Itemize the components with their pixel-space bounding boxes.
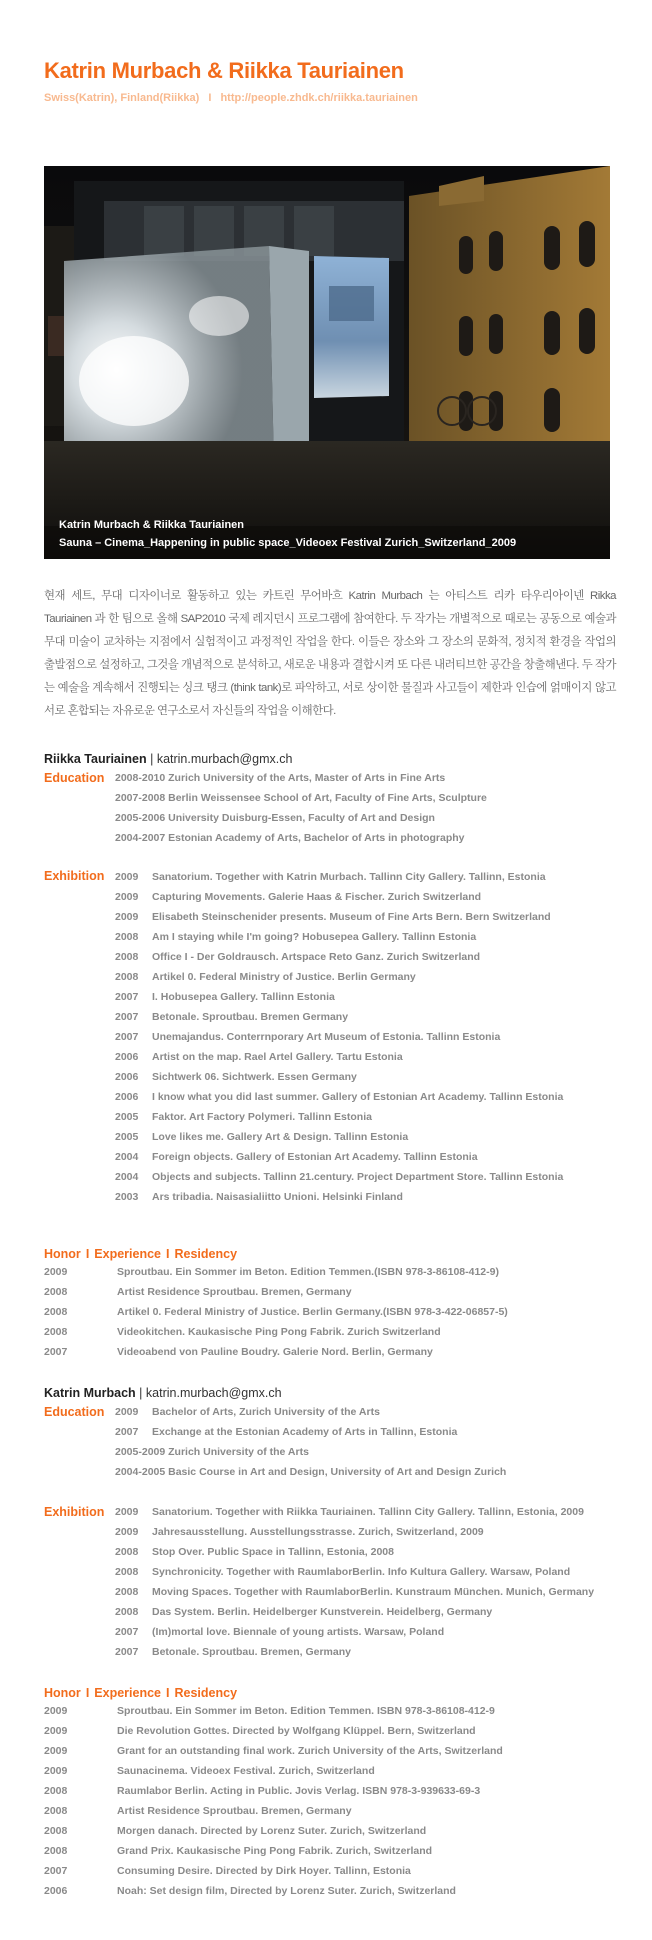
riikka-separator: | [150,752,157,766]
row-text: Betonale. Sproutbau. Bremen, Germany [152,1646,351,1658]
row-year: 2009 [44,1266,68,1278]
row-text: Sanatorium. Together with Katrin Murbach. Tallinn City Gallery. Tallinn, Estonia [152,871,546,883]
row-year: 2008 [44,1785,68,1797]
row-year: 2007 [115,1426,139,1438]
row-year: 2007 [115,1031,139,1043]
honor-label: Honor [44,1247,81,1261]
row-year: 2005 [115,1111,139,1123]
honor-item [44,1302,614,1322]
row-text: Faktor. Art Factory Polymeri. Tallinn Estonia [152,1111,372,1123]
row-year: 2008 [115,1606,139,1618]
row-year: 2009 [44,1705,68,1717]
honor-item [44,1721,614,1741]
riikka-exhibition-list [115,867,615,1207]
row-year: 2008 [115,1566,139,1578]
row-text: Foreign objects. Gallery of Estonian Art Academy. Tallinn Estonia [152,1151,478,1163]
honor-item [44,1801,614,1821]
education-item [115,1442,615,1462]
row-year: 2003 [115,1191,139,1203]
row-text: Videoabend von Pauline Boudry. Galerie Nord. Berlin, Germany [117,1346,433,1358]
exhibition-item [115,1047,615,1067]
honor-item [44,1781,614,1801]
exhibition-item [115,1027,615,1047]
exhibition-item [115,1147,615,1167]
exhibition-item [115,1642,615,1662]
row-text: Saunacinema. Videoex Festival. Zurich, Switzerland [117,1765,375,1777]
row-text: I know what you did last summer. Gallery of Estonian Art Academy. Tallinn Estonia [152,1091,564,1103]
honor-label: Honor [44,1686,81,1700]
row-year: 2007 [44,1865,68,1877]
row-year: 2008 [44,1286,68,1298]
row-year: 2009 [115,1506,139,1518]
row-text: Sanatorium. Together with Riikka Tauriainen. Tallinn City Gallery. Tallinn, Estonia, 2009 [152,1506,584,1518]
honor-item [44,1342,614,1362]
katrin-education-label: Education [44,1405,105,1419]
exhibition-item [115,1007,615,1027]
row-year: 2006 [44,1885,68,1897]
katrin-honor-heading: Honor I Experience I Residency [44,1686,238,1700]
row-text: (Im)mortal love. Biennale of young artists. Warsaw, Poland [152,1626,445,1638]
row-year: 2009 [115,1406,139,1418]
row-text: Grant for an outstanding final work. Zurich University of the Arts, Switzerland [117,1745,503,1757]
subtitle-separator: I [208,92,212,104]
honor-item [44,1741,614,1761]
honor-item [44,1282,614,1302]
honor-item [44,1881,614,1901]
row-text: Moving Spaces. Together with RaumlaborBerlin. Kunstraum München. Munich, Germany [152,1586,595,1598]
katrin-honor-list [44,1701,614,1901]
katrin-exhibition-list [115,1502,615,1662]
row-year: 2009 [115,911,139,923]
row-text: Office I - Der Goldrausch. Artspace Reto Ganz. Zurich Switzerland [152,951,481,963]
row-text: Exchange at the Estonian Academy of Arts in Tallinn, Estonia [152,1426,458,1438]
row-text: Artist Residence Sproutbau. Bremen, Germany [117,1286,352,1298]
row-text: Sichtwerk 06. Sichtwerk. Essen Germany [152,1071,357,1083]
row-text: Jahresausstellung. Ausstellungsstrasse. Zurich, Switzerland, 2009 [152,1526,484,1538]
row-year: 2008 [115,1546,139,1558]
caption-artists: Katrin Murbach & Riikka Tauriainen [59,519,245,531]
residency-label: Residency [174,1247,238,1261]
exhibition-item [115,1107,615,1127]
row-text: Unemajandus. Conterrnporary Art Museum of Estonia. Tallinn Estonia [152,1031,501,1043]
row-text: Artikel 0. Federal Ministry of Justice. Berlin Germany.(ISBN 978-3-422-06857-5) [117,1306,508,1318]
row-year: 2008 [44,1306,68,1318]
caption-work: Sauna – Cinema_Happening in public space_Videoex Festival Zurich_Switzerland_2009 [59,537,517,549]
exhibition-item [115,967,615,987]
exhibition-item [115,1622,615,1642]
row-year: 2009 [115,871,139,883]
row-year: 2007 [115,1626,139,1638]
honor-item [44,1262,614,1282]
honor-item [44,1861,614,1881]
row-text: Betonale. Sproutbau. Bremen Germany [152,1011,349,1023]
riikka-education-label: Education [44,771,105,785]
row-year: 2008 [44,1805,68,1817]
row-text: Artist on the map. Rael Artel Gallery. Tartu Estonia [152,1051,403,1063]
exhibition-item [115,867,615,887]
row-text: Raumlabor Berlin. Acting in Public. Jovis Verlag. ISBN 978-3-939633-69-3 [117,1785,481,1797]
artist-location: Swiss(Katrin), Finland(Riikka) [44,92,200,104]
row-year: 2006 [115,1071,139,1083]
honor-item [44,1701,614,1721]
katrin-exhibition-label: Exhibition [44,1505,105,1519]
education-item [115,1402,615,1422]
katrin-heading [44,1386,282,1400]
row-text: Capturing Movements. Galerie Haas & Fischer. Zurich Switzerland [152,891,482,903]
row-year: 2008 [44,1825,68,1837]
riikka-exhibition-label: Exhibition [44,869,105,883]
experience-label: Experience [94,1247,162,1261]
row-year: 2009 [115,1526,139,1538]
exhibition-item [115,1602,615,1622]
riikka-honor-heading: Honor I Experience I Residency [44,1247,238,1261]
row-year: 2006 [115,1051,139,1063]
row-text: Elisabeth Steinschenider presents. Museum of Fine Arts Bern. Bern Switzerland [152,911,551,923]
row-text: Videokitchen. Kaukasische Ping Pong Fabrik. Zurich Switzerland [117,1326,441,1338]
intro-paragraph: 현재 세트, 무대 디자이너로 활동하고 있는 카트린 무어바흐 Katrin Murbach 는 아티스트 리카 타우리아이넨 Rikka Tauriainen 과 한 팀으로 올해 SAP2010 국제 레지던시 프로그램에 참여한다. 두 작가는 개별적으로 때로는 공동으로 예술과 무대 미술이 교차하는 지점에서 실험적이고 과정적인 작업을 한다. 이들은 장소와 그 장소의 문화적, 정치적 환경을 작업의 출발점으로 설정하고, 그것을 개념적으로 분석하고, 새로운 내용과 결합시켜 또 다른 내러티브한 공간을 창출해낸다. 두 작가는 예술을 계속해서 진행되는 싱크 탱크 (think tank)로 파악하고, 서로 상이한 물질과 사고들이 제한과 인습에 얽매이지 않고 서로 혼합되는 자유로운 연구소로서 자신들의 작업을 이해한다. [44,590,616,717]
riikka-name: Riikka Tauriainen [44,752,147,766]
row-text: Artikel 0. Federal Ministry of Justice. Berlin Germany [152,971,416,983]
row-year: 2006 [115,1091,139,1103]
exhibition-item [115,987,615,1007]
row-text: Artist Residence Sproutbau. Bremen, Germany [117,1805,352,1817]
row-year: 2004 [115,1171,139,1183]
katrin-separator: | [139,1386,146,1400]
row-year: 2008 [115,951,139,963]
row-text: Bachelor of Arts, Zurich University of the Arts [152,1406,380,1418]
riikka-email[interactable]: katrin.murbach@gmx.ch [156,752,293,766]
row-year: 2008 [44,1326,68,1338]
row-text: 2005-2006 University Duisburg-Essen, Faculty of Art and Design [115,812,435,824]
exhibition-item [115,1562,615,1582]
riikka-honor-list [44,1262,614,1362]
exhibition-item [115,947,615,967]
row-year: 2008 [115,971,139,983]
row-text: Am I staying while I'm going? Hobusepea Gallery. Tallinn Estonia [152,931,477,943]
row-text: Consuming Desire. Directed by Dirk Hoyer. Tallinn, Estonia [117,1865,411,1877]
exhibition-item [115,927,615,947]
row-text: Stop Over. Public Space in Tallinn, Estonia, 2008 [152,1546,394,1558]
honor-item [44,1322,614,1342]
exhibition-item [115,1522,615,1542]
exhibition-item [115,1582,615,1602]
riikka-heading [44,752,292,766]
row-text: 2008-2010 Zurich University of the Arts, Master of Arts in Fine Arts [115,772,446,784]
row-year: 2007 [115,1011,139,1023]
honor-item [44,1841,614,1861]
row-text: Love likes me. Gallery Art & Design. Tallinn Estonia [152,1131,409,1143]
row-year: 2007 [44,1346,68,1358]
exhibition-item [115,1127,615,1147]
row-text: Morgen danach. Directed by Lorenz Suter. Zurich, Switzerland [117,1825,427,1837]
installation-photo [44,166,610,559]
exhibition-item [115,1087,615,1107]
experience-label: Experience [94,1686,162,1700]
photo-caption [59,516,516,552]
row-text: 2004-2007 Estonian Academy of Arts, Bachelor of Arts in photography [115,832,465,844]
row-year: 2007 [115,991,139,1003]
row-year: 2009 [44,1725,68,1737]
exhibition-item [115,1502,615,1522]
honor-item [44,1761,614,1781]
row-year: 2008 [115,931,139,943]
row-text: Objects and subjects. Tallinn 21.century. Project Department Store. Tallinn Estonia [152,1171,564,1183]
row-year: 2009 [44,1745,68,1757]
exhibition-item [115,1067,615,1087]
row-text: 2005-2009 Zurich University of the Arts [115,1446,309,1458]
katrin-name: Katrin Murbach [44,1386,136,1400]
row-text: Noah: Set design film, Directed by Lorenz Suter. Zurich, Switzerland [117,1885,456,1897]
row-year: 2005 [115,1131,139,1143]
katrin-education-list [115,1402,615,1482]
artist-website-link[interactable]: http://people.zhdk.ch/riikka.tauriainen [220,92,418,104]
exhibition-item [115,887,615,907]
row-text: Synchronicity. Together with RaumlaborBerlin. Info Kultura Gallery. Warsaw, Poland [152,1566,571,1578]
row-text: I. Hobusepea Gallery. Tallinn Estonia [152,991,335,1003]
row-year: 2008 [44,1845,68,1857]
education-item [115,1422,615,1442]
artist-subtitle [44,92,418,104]
honor-item [44,1821,614,1841]
row-text: Das System. Berlin. Heidelberger Kunstverein. Heidelberg, Germany [152,1606,493,1618]
katrin-email[interactable]: katrin.murbach@gmx.ch [145,1386,282,1400]
row-text: 2007-2008 Berlin Weissensee School of Art, Faculty of Fine Arts, Sculpture [115,792,487,804]
row-text: Grand Prix. Kaukasische Ping Pong Fabrik. Zurich, Switzerland [117,1845,433,1857]
row-year: 2009 [44,1765,68,1777]
row-text: Ars tribadia. Naisasialiitto Unioni. Helsinki Finland [152,1191,403,1203]
exhibition-item [115,907,615,927]
exhibition-item [115,1167,615,1187]
row-year: 2004 [115,1151,139,1163]
row-text: 2004-2005 Basic Course in Art and Design, University of Art and Design Zurich [115,1466,507,1478]
row-text: Sproutbau. Ein Sommer im Beton. Edition Temmen.(ISBN 978-3-86108-412-9) [117,1266,499,1278]
education-item [115,1462,615,1482]
residency-label: Residency [174,1686,238,1700]
exhibition-item [115,1542,615,1562]
row-year: 2008 [115,1586,139,1598]
row-year: 2009 [115,891,139,903]
row-text: Sproutbau. Ein Sommer im Beton. Edition Temmen. ISBN 978-3-86108-412-9 [117,1705,495,1717]
row-year: 2007 [115,1646,139,1658]
row-text: Die Revolution Gottes. Directed by Wolfgang Klüppel. Bern, Switzerland [117,1725,476,1737]
page-title: Katrin Murbach & Riikka Tauriainen [44,58,404,83]
exhibition-item [115,1187,615,1207]
